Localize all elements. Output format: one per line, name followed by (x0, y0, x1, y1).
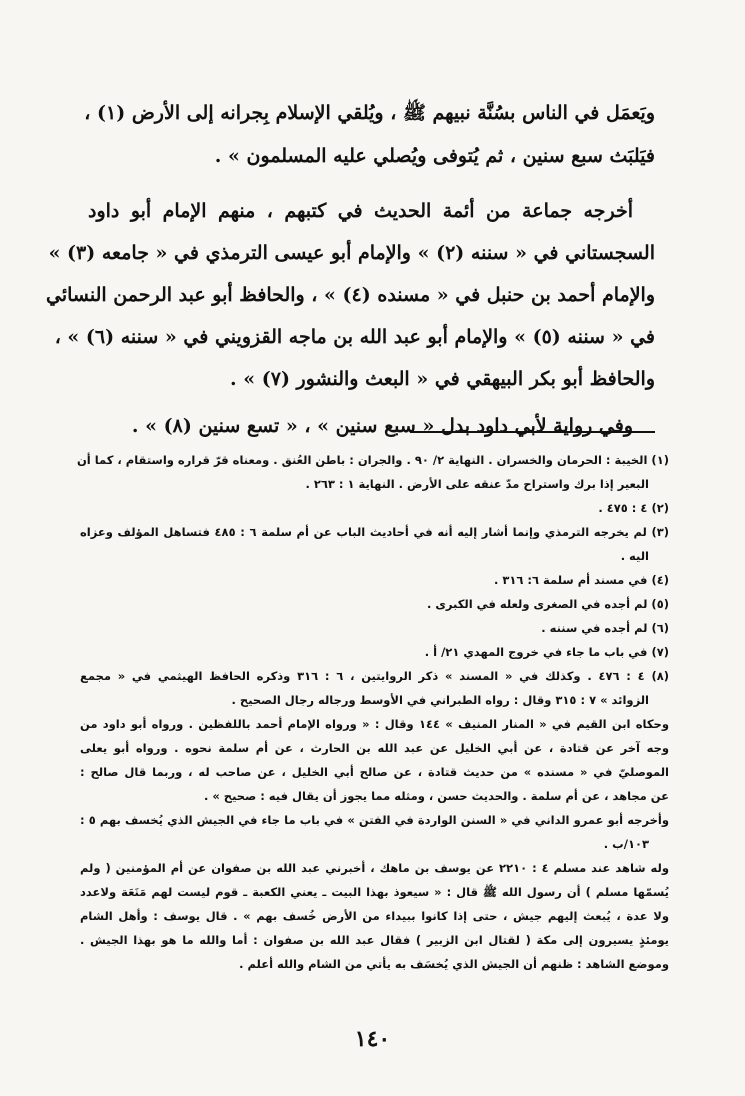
footnote-6 (80, 616, 669, 640)
footnote-line: ولا عدة ، يُبعث إليهم جيش ، حتى إذا كانوا ببيداء من الأرض خُسف بهم » . قال يوسف : وأهل الشام (80, 909, 669, 923)
footnote-line: (٧) في باب ما جاء في خروج المهدي ٢١/ أ . (424, 645, 669, 659)
footnote-7 (80, 640, 669, 664)
footnote-line: الزوائد » ٧ : ٣١٥ وقال : رواه الطبراني في الأوسط ورجاله رجال الصحيح . (231, 693, 649, 707)
footnotes (76, 448, 670, 976)
footnote-5 (80, 592, 669, 616)
footnote-line: وله شاهد عند مسلم ٤ : ٢٢١٠ عن يوسف بن ماهك ، أخبرني عبد الله بن صفوان عن أم المؤمنين ( ولم (80, 861, 669, 875)
footnote-2 (80, 496, 669, 520)
footnote-4 (80, 568, 669, 592)
variant-note: وفي رواية لأبي داود بدل « سبع سنين » ، « تسع سنين (٨) » . (131, 415, 633, 437)
footnote-3 (80, 520, 669, 568)
hadith-line-2: فيَلبَث سبع سنين ، ثم يُتوفى ويُصلي عليه المسلمون » . (214, 145, 655, 167)
takhrij-paragraph (45, 190, 655, 400)
page-number: ١٤٠ (354, 1026, 391, 1052)
footnote-line: وجه آخر عن قتادة ، عن أبي الخليل عن عبد الله بن الحارث ، عن أم سلمة نحوه . ورواه أبو يعلى (80, 741, 669, 755)
footnote-line: وموضع الشاهد : ظنهم أن الجيش الذي يُخسَف به يأتي من الشام والله أعلم . (239, 957, 669, 971)
footnote-line: (٥) لم أجده في الصغرى ولعله في الكبرى . (426, 597, 669, 611)
footnote-1 (76, 448, 669, 496)
footnote-line: ١٠٣/ب . (603, 837, 649, 851)
footnote-line: (٣) لم يخرجه الترمذي وإنما أشار إليه أنه في أحاديث الباب عن أم سلمة ٦ : ٤٨٥ فتساهل المؤلف وعزاه (80, 525, 670, 539)
footnote-line: (٨) ٤ : ٤٧٦ . وكذلك في « المسند » ذكر الروايتين ، ٦ : ٣١٦ وذكره الحافظ الهيثمي في « مجمع (80, 669, 669, 683)
footnote-line: اليه . (620, 549, 649, 563)
main-text (45, 92, 655, 448)
footnote-line: البعير إذا برك واستراح مدّ عنقه على الأرض . النهاية ١ : ٢٦٣ . (305, 477, 649, 491)
footnote-line: (٦) لم أجده في سننه . (541, 621, 669, 635)
footnote-shahid (80, 856, 669, 976)
footnote-line: يُسمّها مسلم ) أن رسول الله ﷺ قال : « سيعوذ بهذا البيت ـ يعني الكعبة ـ قوم ليست لهم مَنَعَة ولاعدد (80, 885, 669, 899)
takhrij-line-3: والإمام أحمد بن حنبل في « مسنده (٤) » ، والحافظ أبو عبد الرحمن النسائي (45, 284, 655, 306)
footnote-line: (٤) في مسند أم سلمة ٦: ٣١٦ . (493, 573, 669, 587)
footnote-line: الموصليّ في « مسنده » من حديث قتادة ، عن صالح أبي الخليل ، عن صاحب له ، وربما قال صالح : (80, 765, 669, 779)
footnote-line: وحكاه ابن القيم في « المنار المنيف » ١٤٤ وقال : « ورواه الإمام أحمد باللفظين . ورواه أبو داود من (80, 717, 669, 731)
footnote-line: وأخرجه أبو عمرو الداني في « السنن الواردة في الفتن » في باب ما جاء في الجيش الذي يُخسف بهم ٥ : (80, 813, 669, 827)
footnote-line: عن مجاهد ، عن أم سلمة . والحديث حسن ، ومثله مما يجوز أن يقال فيه : صحيح » . (204, 789, 669, 803)
hadith-line-1: ويَعمَل في الناس بسُنَّة نبيهم ﷺ ، ويُلقي الإسلام بِجرانه إلى الأرض (١) ، (84, 102, 655, 124)
footnote-line: (٢) ٤ : ٤٧٥ . (598, 501, 669, 515)
footnote-8 (80, 664, 669, 856)
footnote-line: يومئذٍ يسيرون إلى مكة ( لقتال ابن الزبير ) فقال عبد الله بن صفوان : أما والله ما هو بهذا الجيش . (80, 933, 669, 947)
takhrij-line-5: والحافظ أبو بكر البيهقي في « البعث والنشور (٧) » . (230, 368, 655, 390)
takhrij-line-2: السجستاني في « سننه (٢) » والإمام أبو عيسى الترمذي في « جامعه (٣) » (48, 242, 655, 264)
footnote-separator (410, 431, 655, 433)
takhrij-line-4: في « سننه (٥) » والإمام أبو عبد الله بن ماجه القزويني في « سننه (٦) » ، (54, 326, 655, 348)
footnote-line: (١) الخيبة : الحرمان والخسران . النهاية ٢/ ٩٠ . والجران : باطن العُنق . ومعناه قرّ قراره واستقام ، كما أن (76, 453, 669, 467)
takhrij-line-1: أخرجه جماعة من أئمة الحديث في كتبهم ، منهم الإمام أبو داود (88, 200, 633, 222)
